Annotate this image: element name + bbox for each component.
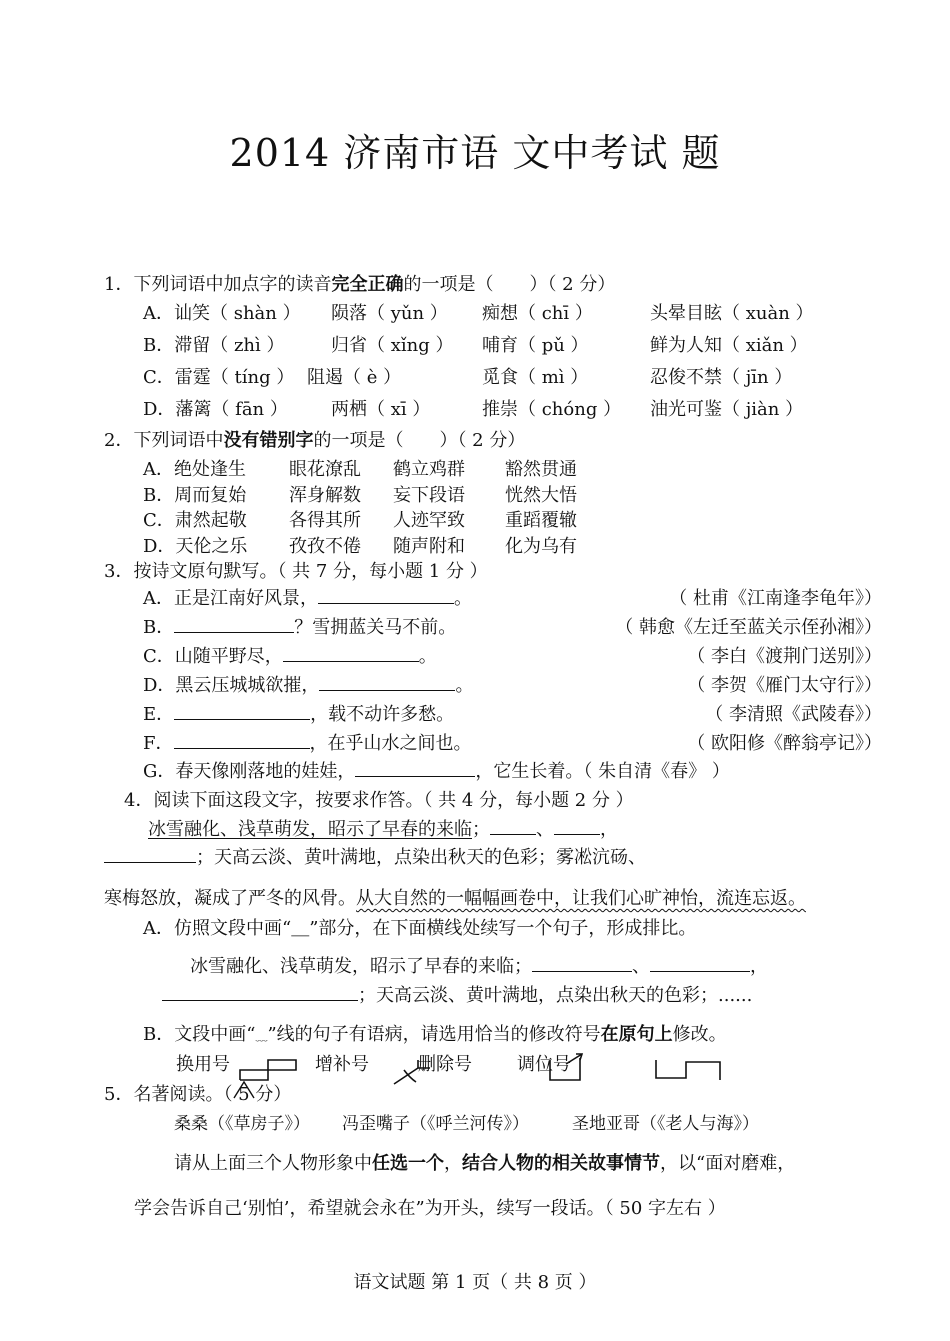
q1-option-c-2: 阻遏（ è ） — [307, 367, 402, 388]
q5-book-2: 冯歪嘴子（《呼兰河传》） — [342, 1114, 529, 1134]
q4-b-mid: ”线的句子有语病，请选用恰当的修改符号 — [267, 1024, 601, 1045]
q3-item-a-source: （ 杜甫《江南逢李龟年》） — [669, 588, 882, 609]
q4-p1-blank-2[interactable] — [554, 818, 600, 835]
q1-option-d-4: 油光可鉴（ jiàn ） — [650, 399, 804, 420]
symbol-label-delete: 删除号 — [418, 1054, 472, 1075]
q4-heading: 4．阅读下面这段文字，按要求作答。（ 共 4 分，每小题 2 分 ） — [124, 790, 634, 811]
q3-item-e-blank[interactable] — [174, 703, 310, 720]
q3-item-c-pre: C．山随平野尽， — [143, 646, 283, 667]
q3-item-g-blank[interactable] — [355, 760, 475, 777]
q4-p1-end: ， — [600, 819, 618, 840]
q4-b-pre: B．文段中画“ — [143, 1024, 256, 1045]
q3-item-b — [143, 613, 456, 639]
q4-b-post: 修改。 — [672, 1024, 727, 1045]
q3-item-e-source: （ 李清照《武陵春》） — [705, 704, 882, 725]
q2-option-a-1: A．绝处逢生 — [143, 459, 246, 480]
q4-p3-plain: 寒梅怒放，凝成了严冬的风骨。 — [104, 888, 356, 909]
page-title: 2014 济南市语 文中考试 题 — [229, 131, 721, 175]
q5-p1-mid: ， — [444, 1153, 462, 1174]
q4-p2-blank[interactable] — [104, 846, 196, 863]
q3-item-g-pre: G．春天像刚落地的娃娃， — [143, 761, 356, 782]
q2-option-c-3: 人迹罕致 — [393, 510, 465, 531]
q3-item-e-pre: E． — [143, 704, 175, 725]
q1-option-c-3: 觅食（ mì ） — [482, 367, 589, 388]
wavy-mark-icon: ﹏ — [255, 1029, 268, 1043]
q3-item-b-source: （ 韩愈《左迁至蓝关示侄孙湘》） — [615, 617, 882, 638]
q1-option-a-1: A．讪笑（ shàn ） — [143, 303, 301, 324]
q3-item-f-pre: F． — [143, 733, 174, 754]
q3-item-f-source: （ 欧阳修《醉翁亭记》） — [687, 733, 882, 754]
symbol-label-insert: 增补号 — [315, 1054, 369, 1075]
q3-item-d-post: 。 — [455, 675, 474, 696]
q1-option-d-1: D．藩篱（ fān ） — [143, 399, 288, 420]
q3-item-g-post: ，它生长着。（ 朱自清《春》 ） — [475, 761, 730, 782]
q1-option-a-2: 陨落（ yǔn ） — [331, 303, 448, 324]
symbol-label-transpose: 调位号 — [517, 1054, 571, 1075]
q3-heading: 3．按诗文原句默写。（ 共 7 分，每小题 1 分 ） — [104, 561, 488, 582]
q5-prompt-line2: 学会告诉自己‘别怕’，希望就会永在”为开头，续写一段话。（ 50 字左右 ） — [134, 1198, 726, 1219]
symbol-label-replace: 换用号 — [176, 1054, 230, 1075]
q1-heading-pre: 1．下列词语中加点字的读音 — [104, 274, 332, 295]
q1-option-b-4: 鲜为人知（ xiǎn ） — [650, 335, 808, 356]
q3-item-c-post: 。 — [418, 646, 437, 667]
q1-option-d-2: 两栖（ xī ） — [331, 399, 431, 420]
q1-option-c-4: 忍俊不禁（ jīn ） — [650, 367, 793, 388]
q3-item-d — [143, 671, 473, 697]
insert-caret-icon — [232, 1078, 276, 1102]
q2-option-b-2: 浑身解数 — [289, 485, 361, 506]
q3-item-b-pre: B． — [143, 617, 175, 638]
q2-option-a-3: 鹤立鸡群 — [393, 459, 465, 480]
q2-option-a-4: 豁然贯通 — [505, 459, 577, 480]
q4-p1-blank-1[interactable] — [490, 818, 536, 835]
q1-option-b-1: B．滞留（ zhì ） — [143, 335, 285, 356]
q1-heading-bold: 完全正确 — [331, 274, 404, 295]
q3-item-g — [143, 757, 730, 783]
q2-option-c-4: 重蹈覆辙 — [505, 510, 577, 531]
q1-option-d-3: 推崇（ chóng ） — [482, 399, 622, 420]
q2-option-d-2: 孜孜不倦 — [289, 536, 361, 557]
q2-option-b-3: 妄下段语 — [393, 485, 465, 506]
q4-passage-line1 — [148, 815, 618, 841]
q2-option-a-2: 眼花潦乱 — [289, 459, 361, 480]
q3-item-b-post: ？雪拥蓝关马不前。 — [294, 617, 457, 638]
q3-item-d-source: （ 李贺《雁门太守行》） — [687, 675, 882, 696]
q3-item-c-blank[interactable] — [283, 645, 419, 662]
q4-part-b — [143, 1020, 727, 1046]
q4-p1-sep: 、 — [536, 819, 554, 840]
q1-option-b-2: 归省（ xǐng ） — [331, 335, 454, 356]
q4-wavy-sentence: 从大自然的一幅幅画卷中，让我们心旷神怡，流连忘返。 — [356, 888, 806, 909]
q4-a-line1-sep: 、 — [632, 956, 650, 977]
q2-heading-pre: 2．下列词语中 — [104, 430, 224, 451]
q4-a-blank-3[interactable] — [162, 984, 358, 1001]
q4-b-bold: 在原句上 — [600, 1024, 673, 1045]
transpose-mark-icon — [520, 1050, 590, 1084]
q4-a-line1-pre: 冰雪融化、浅草萌发，昭示了早春的来临； — [190, 956, 532, 977]
q2-option-d-3: 随声附和 — [393, 536, 465, 557]
q4-passage-line2 — [104, 843, 646, 869]
q1-option-c-1: C．雷霆（ tíng ） — [143, 367, 295, 388]
q5-book-1: 桑桑（《草房子》） — [174, 1114, 310, 1134]
q4-p2-text: ；天高云淡、黄叶满地，点染出秋天的色彩；雾凇沆砀、 — [196, 847, 646, 868]
q2-option-c-1: C．肃然起敬 — [143, 510, 247, 531]
q3-item-c — [143, 642, 437, 668]
q4-underlined-sentence: 冰雪融化、浅草萌发，昭示了早春的来临 — [148, 819, 472, 840]
q3-item-a-post: 。 — [454, 588, 472, 609]
q4-passage-line3 — [104, 884, 806, 910]
q4-a-blank-2[interactable] — [650, 955, 750, 972]
position-mark-icon — [652, 1058, 726, 1082]
q2-option-d-1: D．天伦之乐 — [143, 536, 248, 557]
q3-item-e — [143, 700, 454, 726]
q2-option-d-4: 化为乌有 — [505, 536, 577, 557]
q2-heading-bold: 没有错别字 — [223, 430, 314, 451]
q1-option-a-3: 痴想（ chī ） — [482, 303, 593, 324]
q1-option-b-3: 哺育（ pǔ ） — [482, 335, 589, 356]
q3-item-a — [143, 584, 472, 610]
q3-item-a-pre: A．正是江南好风景， — [143, 588, 318, 609]
q3-item-d-pre: D．黑云压城城欲摧， — [143, 675, 320, 696]
q5-book-3: 圣地亚哥（《老人与海》） — [572, 1114, 759, 1134]
q1-heading-post: 的一项是（ ）（ 2 分） — [403, 274, 616, 295]
q3-item-e-post: ，载不动许多愁。 — [310, 704, 455, 725]
page-footer: 语文试题 第 1 页（ 共 8 页 ） — [353, 1272, 597, 1293]
q4-part-a-line1 — [190, 952, 768, 978]
q3-item-c-source: （ 李白《渡荆门送别》） — [687, 646, 882, 667]
q1-option-a-4: 头晕目眩（ xuàn ） — [650, 303, 814, 324]
q2-heading — [104, 426, 525, 452]
q5-heading: 5．名著阅读。（ 5 分） — [104, 1084, 292, 1105]
q2-heading-post: 的一项是（ ）（ 2 分） — [313, 430, 526, 451]
delete-mark-icon — [390, 1056, 450, 1086]
q2-option-b-4: 恍然大悟 — [505, 485, 577, 506]
q3-item-d-blank[interactable] — [319, 674, 455, 691]
q4-a-line1-end: ， — [750, 956, 768, 977]
q3-item-f-post: ，在乎山水之间也。 — [309, 733, 472, 754]
q2-option-b-1: B．周而复始 — [143, 485, 247, 506]
q5-prompt-line1 — [174, 1149, 795, 1175]
q3-item-b-blank[interactable] — [174, 616, 294, 633]
q5-p1-post: ，以“面对磨难， — [660, 1153, 796, 1174]
q3-item-f — [143, 729, 472, 755]
q1-heading — [104, 270, 615, 296]
q2-option-c-2: 各得其所 — [289, 510, 361, 531]
q4-a-line2-post: ；天高云淡、黄叶满地，点染出秋天的色彩；...... — [358, 985, 753, 1006]
q4-part-a: A．仿照文段中画“＿”部分，在下面横线处续写一个句子，形成排比。 — [143, 918, 697, 939]
q3-item-a-blank[interactable] — [318, 587, 454, 604]
q4-a-blank-1[interactable] — [532, 955, 632, 972]
q5-p1-bold-1: 任选一个 — [372, 1153, 444, 1174]
q5-p1-bold-2: 结合人物的相关故事情节 — [462, 1153, 660, 1174]
q5-p1-pre: 请从上面三个人物形象中 — [174, 1153, 372, 1174]
q4-p1-after: ； — [472, 819, 490, 840]
q4-part-a-line2 — [162, 981, 752, 1007]
q3-item-f-blank[interactable] — [174, 732, 310, 749]
